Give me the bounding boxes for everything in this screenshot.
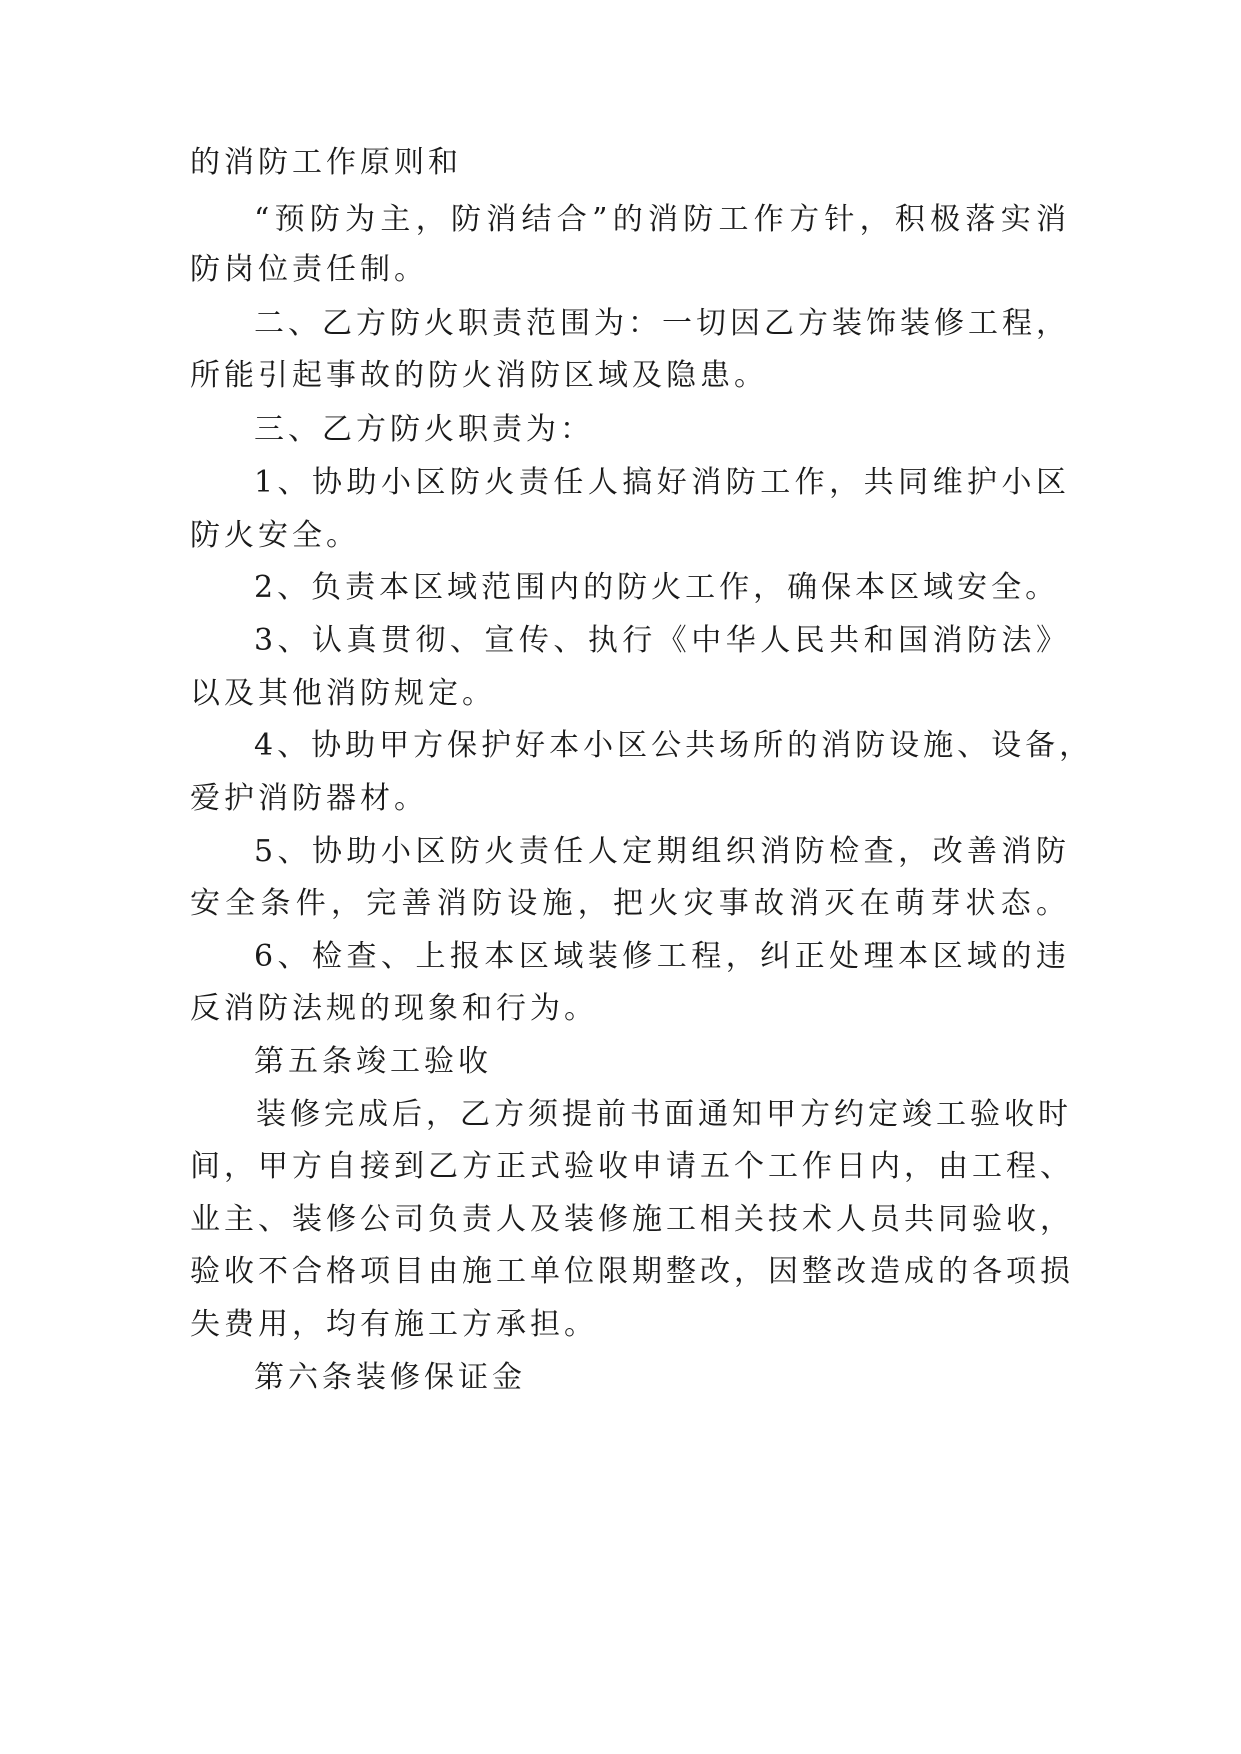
text-line: 3、认真贯彻、宣传、执行《中华人民共和国消防法》 — [254, 623, 1070, 658]
text-line: 二、乙方防火职责范围为：一切因乙方装饰装修工程， — [254, 306, 1070, 341]
text-line: 装修完成后，乙方须提前书面通知甲方约定竣工验收时 — [256, 1097, 1072, 1132]
text-line: “预防为主，防消结合”的消防工作方针，积极落实消 — [254, 202, 1070, 237]
section-heading: 第五条竣工验收 — [254, 1044, 492, 1079]
text-line: 间，甲方自接到乙方正式验收申请五个工作日内，由工程、 — [190, 1149, 1074, 1184]
text-line: 所能引起事故的防火消防区域及隐患。 — [190, 358, 768, 393]
text-line: 5、协助小区防火责任人定期组织消防检查，改善消防 — [254, 834, 1070, 869]
text-line: 6、检查、上报本区域装修工程，纠正处理本区域的违 — [254, 939, 1070, 974]
text-line: 4、协助甲方保护好本小区公共场所的消防设施、设备， — [254, 728, 1094, 763]
text-line: 1、协助小区防火责任人搞好消防工作，共同维护小区 — [254, 465, 1070, 500]
text-line: 防岗位责任制。 — [190, 252, 428, 287]
text-line: 2、负责本区域范围内的防火工作，确保本区域安全。 — [254, 570, 1060, 605]
text-line: 三、乙方防火职责为： — [254, 412, 594, 447]
text-line: 防火安全。 — [190, 518, 360, 553]
text-line: 失费用，均有施工方承担。 — [190, 1307, 598, 1342]
section-heading: 第六条装修保证金 — [254, 1360, 526, 1395]
text-line: 反消防法规的现象和行为。 — [190, 991, 598, 1026]
text-line: 爱护消防器材。 — [190, 781, 428, 816]
text-line: 安全条件，完善消防设施，把火灾事故消灭在萌芽状态。 — [190, 886, 1070, 921]
text-line: 的消防工作原则和 — [190, 145, 462, 180]
text-line: 验收不合格项目由施工单位限期整改，因整改造成的各项损 — [190, 1254, 1074, 1289]
text-line: 以及其他消防规定。 — [190, 676, 496, 711]
text-line: 业主、装修公司负责人及装修施工相关技术人员共同验收， — [190, 1202, 1074, 1237]
